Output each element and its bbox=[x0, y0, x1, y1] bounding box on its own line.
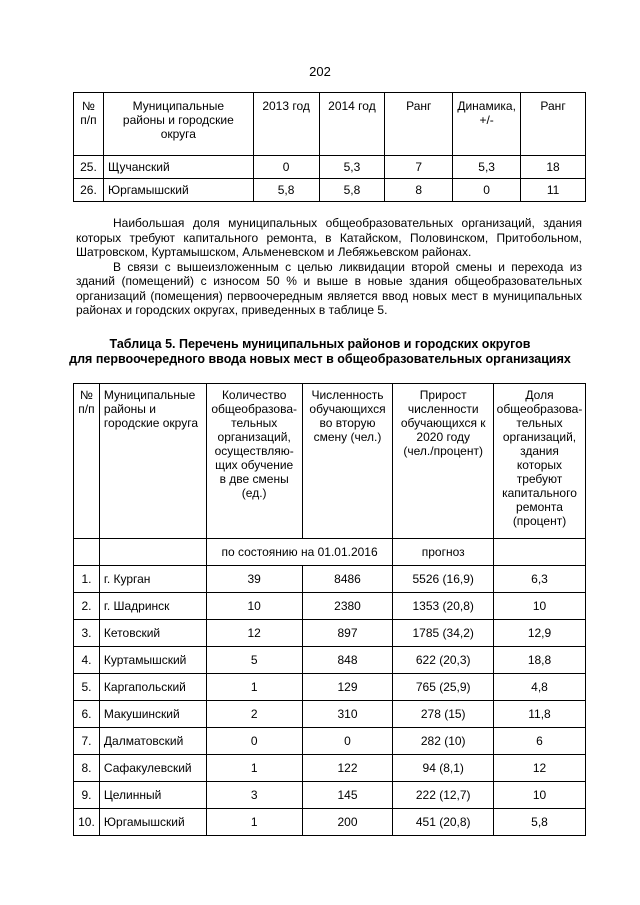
table-cell: 8486 bbox=[302, 566, 393, 593]
table-cell: 7 bbox=[385, 156, 453, 179]
table-cell: 897 bbox=[302, 620, 393, 647]
table-row bbox=[74, 647, 586, 674]
table-caption bbox=[0, 337, 640, 367]
table-cell: 25. bbox=[74, 156, 104, 179]
column-header: Ранг bbox=[521, 93, 586, 156]
page-number: 202 bbox=[309, 64, 331, 79]
column-header: Муниципальные районы и городские округа bbox=[103, 93, 253, 156]
table-cell: 5,3 bbox=[319, 156, 385, 179]
table-cell: 12 bbox=[206, 620, 302, 647]
table-cell: 0 bbox=[302, 728, 393, 755]
column-header: № п/п bbox=[74, 384, 100, 539]
table-cell: 5,8 bbox=[253, 179, 319, 202]
table-cell: 2380 bbox=[302, 593, 393, 620]
table-cell: Макушинский bbox=[99, 701, 206, 728]
table-row bbox=[74, 593, 586, 620]
table-cell: 10. bbox=[74, 809, 100, 836]
table-row bbox=[74, 701, 586, 728]
table-cell: 12 bbox=[494, 755, 586, 782]
table-cell: 129 bbox=[302, 674, 393, 701]
table-row bbox=[74, 620, 586, 647]
column-header: Ранг bbox=[385, 93, 453, 156]
table-cell: Юргамышский bbox=[99, 809, 206, 836]
table-cell: 1 bbox=[206, 755, 302, 782]
table-cell: 10 bbox=[494, 593, 586, 620]
table-row bbox=[74, 782, 586, 809]
table-cell: 6,3 bbox=[494, 566, 586, 593]
table-cell: 18,8 bbox=[494, 647, 586, 674]
table-cell: 7. bbox=[74, 728, 100, 755]
column-header: Динамика, +/- bbox=[453, 93, 521, 156]
table-cell: 1 bbox=[206, 674, 302, 701]
table-cell: 94 (8,1) bbox=[393, 755, 494, 782]
table-cell: 1353 (20,8) bbox=[393, 593, 494, 620]
table-row bbox=[74, 674, 586, 701]
table-cell: 3. bbox=[74, 620, 100, 647]
table-cell: Каргапольский bbox=[99, 674, 206, 701]
table-cell: 12,9 bbox=[494, 620, 586, 647]
table-cell: 6. bbox=[74, 701, 100, 728]
column-header: № п/п bbox=[74, 93, 104, 156]
table-cell: 18 bbox=[521, 156, 586, 179]
table-cell: 10 bbox=[206, 593, 302, 620]
column-header: Доля общеобразова- тельных организаций, здания которых требуют капитального ремонта (процент) bbox=[494, 384, 586, 539]
table-cell: 10 bbox=[494, 782, 586, 809]
paragraph: В связи с вышеизложенным с целью ликвидации второй смены и перехода из зданий (помещений) с износом 50 % и выше в новые здания общеобразовательных организаций (помещения) первоочередным является ввод новых мест в муниципальных районах и городских округах, приведенных в таблице 5. bbox=[76, 259, 582, 317]
table-header-row bbox=[74, 384, 586, 539]
table-cell: Куртамышский bbox=[99, 647, 206, 674]
table-cell: 11 bbox=[521, 179, 586, 202]
table-cell: 5,3 bbox=[453, 156, 521, 179]
table-cell: 1 bbox=[206, 809, 302, 836]
table-cell: 0 bbox=[253, 156, 319, 179]
table-cell: 848 bbox=[302, 647, 393, 674]
table-row bbox=[74, 809, 586, 836]
table-cell: Сафакулевский bbox=[99, 755, 206, 782]
table-cell: г. Курган bbox=[99, 566, 206, 593]
column-header: 2013 год bbox=[253, 93, 319, 156]
column-header: Прирост численности обучающихся к 2020 году (чел./процент) bbox=[393, 384, 494, 539]
table-cell: г. Шадринск bbox=[99, 593, 206, 620]
table-cell: 5526 (16,9) bbox=[393, 566, 494, 593]
table-cell: 5,8 bbox=[494, 809, 586, 836]
table-cell: 2 bbox=[206, 701, 302, 728]
table-cell: 1785 (34,2) bbox=[393, 620, 494, 647]
table-cell: 122 bbox=[302, 755, 393, 782]
table-rating-continuation bbox=[73, 92, 586, 202]
table-cell: 0 bbox=[206, 728, 302, 755]
table-cell: 5,8 bbox=[319, 179, 385, 202]
column-header: Численность обучающихся во вторую смену (чел.) bbox=[302, 384, 393, 539]
table-cell: Юргамышский bbox=[103, 179, 253, 202]
table-header-row bbox=[74, 93, 586, 156]
table-cell: 5. bbox=[74, 674, 100, 701]
body-text bbox=[76, 216, 582, 318]
subheader-date: по состоянию на 01.01.2016 bbox=[206, 539, 393, 566]
table-cell: 3 bbox=[206, 782, 302, 809]
table-cell: 4,8 bbox=[494, 674, 586, 701]
table-subheader-row bbox=[74, 539, 586, 566]
table-row bbox=[74, 156, 586, 179]
table-cell: 622 (20,3) bbox=[393, 647, 494, 674]
table-cell: 145 bbox=[302, 782, 393, 809]
table-cell: Целинный bbox=[99, 782, 206, 809]
table-cell: 2. bbox=[74, 593, 100, 620]
table-cell: 0 bbox=[453, 179, 521, 202]
table-cell: 200 bbox=[302, 809, 393, 836]
paragraph: Наибольшая доля муниципальных общеобразовательных организаций, здания которых требуют капитального ремонта, в Катайском, Половинском, Притобольном, Шатровском, Куртамышском, Альменевском и Лебяжьевском районах. bbox=[76, 216, 582, 259]
table-cell: 26. bbox=[74, 179, 104, 202]
table-cell: 6 bbox=[494, 728, 586, 755]
table-cell: 282 (10) bbox=[393, 728, 494, 755]
table-cell: 310 bbox=[302, 701, 393, 728]
table-cell: 451 (20,8) bbox=[393, 809, 494, 836]
table-cell: 765 (25,9) bbox=[393, 674, 494, 701]
table-cell: 8 bbox=[385, 179, 453, 202]
table-cell: Далматовский bbox=[99, 728, 206, 755]
table-cell: Кетовский bbox=[99, 620, 206, 647]
table-row bbox=[74, 728, 586, 755]
caption-line: Таблица 5. Перечень муниципальных районов и городских округов bbox=[109, 337, 531, 351]
table-cell: 8. bbox=[74, 755, 100, 782]
subheader-forecast: прогноз bbox=[393, 539, 494, 566]
caption-line: для первоочередного ввода новых мест в общеобразовательных организациях bbox=[69, 352, 571, 366]
table-cell: Щучанский bbox=[103, 156, 253, 179]
table-cell: 5 bbox=[206, 647, 302, 674]
column-header: Муниципальные районы и городские округа bbox=[99, 384, 206, 539]
table-row bbox=[74, 179, 586, 202]
table-cell: 222 (12,7) bbox=[393, 782, 494, 809]
table-cell: 39 bbox=[206, 566, 302, 593]
table-cell: 278 (15) bbox=[393, 701, 494, 728]
column-header: Количество общеобразова- тельных организаций, осуществляю- щих обучение в две смены (ед.) bbox=[206, 384, 302, 539]
table-cell: 9. bbox=[74, 782, 100, 809]
table-row bbox=[74, 566, 586, 593]
table-cell: 4. bbox=[74, 647, 100, 674]
table-cell: 11,8 bbox=[494, 701, 586, 728]
table-cell: 1. bbox=[74, 566, 100, 593]
column-header: 2014 год bbox=[319, 93, 385, 156]
table-5 bbox=[73, 383, 586, 836]
table-row bbox=[74, 755, 586, 782]
